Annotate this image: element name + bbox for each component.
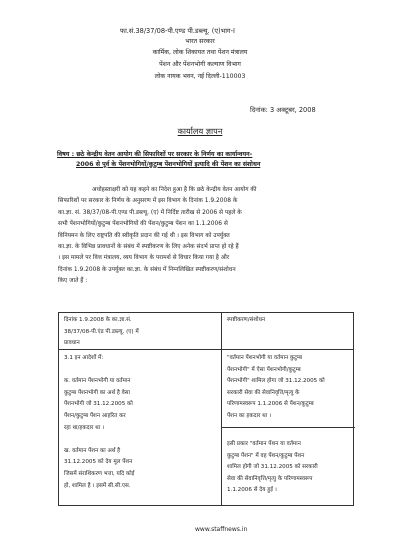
file-reference: फा.सं.38/37/08-पी.एण्ड पी.डब्ल्यू. (ए)भाग-I [120, 27, 235, 35]
table-header-provision: दिनांक 1.9.2008 के का.ज्ञा.सं. 38/37/08-पी.एंड पी.डब्ल्यू. (ए) में प्रावधान [64, 317, 139, 347]
table-row-divider [221, 427, 355, 428]
table-cell-clarification-b: इसी प्रकार "वर्तमान पेंशन या वर्तमान कुटुम्ब पेंशन" में वह पेंशन/कुटुम्ब पेंशन शामिल होगी जो 31.12.2005 को सरकारी सेवा की सेवानिवृत्ति/मृत्यु के परिणामस्वरूप 1.1.2006 से देय हुई । [227, 441, 318, 494]
paragraph-line: दिनांक 1.9.2008 के उपर्युक्त का.ज्ञा. के संबंध में निम्नलिखित स्पष्टीकरण/संशोधन [58, 266, 236, 273]
paragraph-line: सिफारिशों पर सरकार के निर्णय के अनुसरण में इस विभाग के दिनांक 1.9.2008 के [58, 198, 238, 205]
paragraph-line: अधोहस्ताक्षरी को यह कहने का निदेश हुआ है कि छठे केन्द्रीय वेतन आयोग की [92, 187, 257, 193]
document-date: दिनांक: 3 अक्टूबर, 2008 [250, 106, 316, 114]
paragraph-line: का.ज्ञा. सं. 38/37/08-पी.एण्ड पी.डब्ल्यू. (ए) में निर्दिष्ट तारीख से 2006 से पहले के [58, 209, 242, 216]
footer-website: www.staffnews.in [195, 526, 248, 533]
table-cell-provisions: 3.1 इन आदेशों में: क. वर्तमान पेंशनभोगी या वर्तमान कुटुम्ब पेंशनभोगी का अर्थ है वेसा पेंशनभोगी जो 31.12.2005 को पेंशन/कुटुम्ब पेंशन आहरित कर रहा था/हकदार था । ख. वर्तमान पेंशन का अर्थ है 31.12.2005 को देय मूल पेंशन जिसमें संराशिकरण भत्ता, यदि कोई हो, शामिल है । इसमें सी.सी.एस. [64, 355, 135, 489]
table-cell-clarification-a: "वर्तमान पेंशनभोगी या वर्तमान कुटुम्ब पेंशनभोगी" में ऐसा पेंशनभोगी/कुटुम्ब पेंशनभोगी" शामिल होगा जो 31.12.2005 को सरकारी सेवा की सेवानिवृत्ति/मृत्यु के परिणामस्वरूप 1.1.2006 से पेंशन/कुटुम्ब पेंशन का हकदार था । [227, 355, 325, 419]
paragraph-line: किए जाते हैं : [58, 278, 88, 285]
paragraph-line: का.ज्ञा. के विभिन्न प्रावधानों के संबंध में स्पष्टीकरण के लिए अनेक संदर्भ प्राप्त हो रहे हैं [58, 244, 239, 251]
paragraph-line: । इस मामले पर वित्त मंत्रालय, व्यय विभाग के परामर्श से विचार किया गया है और [58, 255, 230, 262]
office-address: लोक नायक भवन, नई दिल्ली-110003 [154, 73, 246, 80]
subject-line-1: विषय : छठे केन्द्रीय वेतन आयोग की सिफारिशों पर सरकार के निर्णय का कार्यान्वयन- [57, 151, 253, 158]
subject-line-2: 2006 से पूर्व के पेंशनभोगियों/कुटुम्ब पेंशनभोगियों इत्यादि की पेंशन का संशोधन [76, 161, 261, 168]
table-column-divider [221, 313, 222, 505]
department-name: पेंशन और पेंशनभोगी कल्याण विभाग [159, 61, 241, 68]
paragraph-line: विनियमन के लिए राष्ट्रपति की स्वीकृति प्रदान की गई थी । इस विभाग को उपर्युक्त [58, 232, 230, 239]
body-paragraph [58, 185, 354, 288]
table-header-clarification: स्पष्टीकरण/संशोधन [227, 317, 266, 323]
memo-title: कार्यालय ज्ञापन [177, 126, 223, 136]
paragraph-line: सभी पेंशनभोगियों/कुटुम्ब पेंशनभोगियों की पेंशन/कुटुम्ब पेंशन का 1.1.2006 से [58, 221, 228, 228]
government-name: भारत सरकार [185, 38, 215, 45]
clarification-table [58, 312, 354, 506]
ministry-name: कार्मिक, लोक शिकायत तथा पेंशन मंत्रालय [152, 49, 248, 56]
